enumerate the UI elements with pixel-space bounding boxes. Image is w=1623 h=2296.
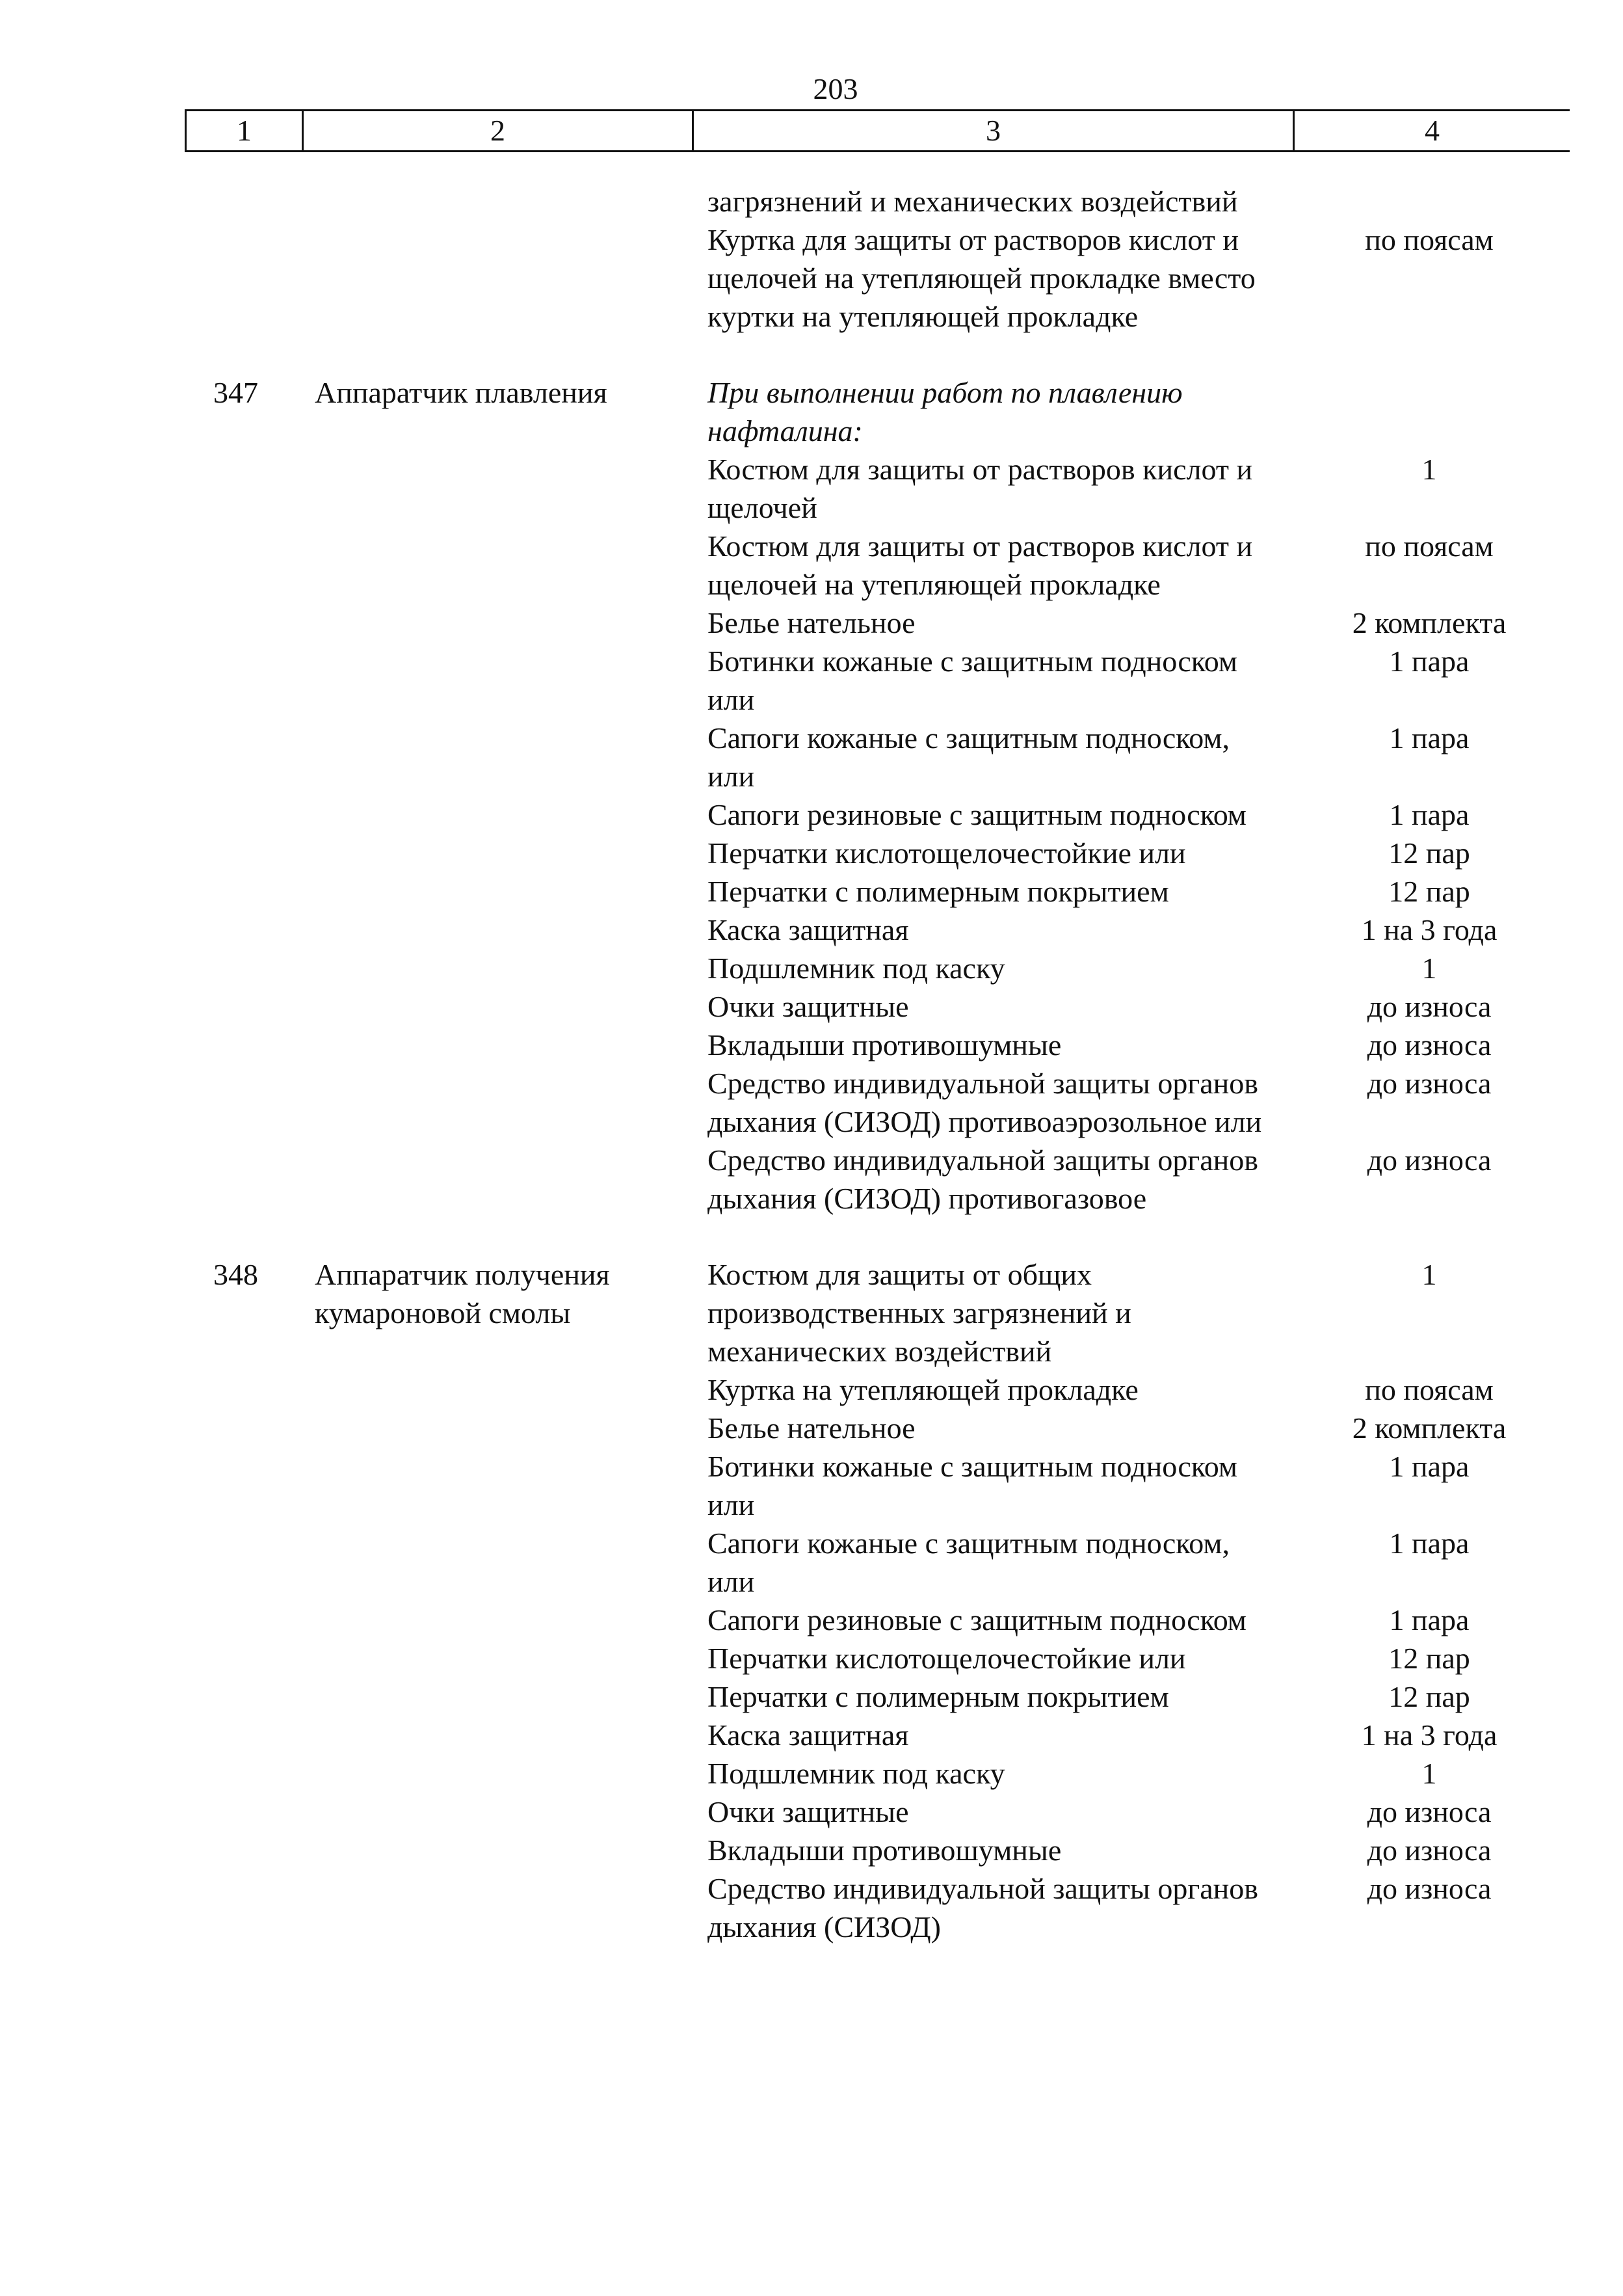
table-header — [185, 109, 1570, 152]
table-entry — [0, 1255, 1623, 1946]
table-row — [0, 1370, 1623, 1409]
item-description: Каска защитная — [707, 1718, 909, 1752]
item-norm: 1 пара — [1389, 1603, 1470, 1636]
item-norm: 2 комплекта — [1352, 606, 1507, 639]
item-description: Сапоги кожаные с защитным подноском, или — [707, 721, 1230, 793]
table-row — [0, 987, 1623, 1026]
item-norm: 1 на 3 года — [1361, 913, 1498, 946]
item-description: Очки защитные — [707, 990, 909, 1023]
table-row — [0, 642, 1623, 719]
item-norm: до износа — [1367, 990, 1492, 1023]
page-number: 203 — [813, 72, 858, 105]
table-row — [0, 872, 1623, 911]
item-norm: по поясам — [1365, 223, 1494, 256]
item-description: Сапоги резиновые с защитным подноском — [707, 798, 1247, 831]
item-description: Костюм для защиты от растворов кислот и щелочей — [707, 453, 1253, 524]
item-norm: до износа — [1367, 1028, 1492, 1061]
table-row — [0, 1793, 1623, 1831]
item-norm: до износа — [1367, 1067, 1492, 1100]
entry-number: 348 — [213, 1258, 258, 1291]
item-norm: по поясам — [1365, 1373, 1494, 1406]
entry-spacer — [0, 336, 1623, 373]
item-description: Средство индивидуальной защиты органов дыхания (СИЗОД) — [707, 1872, 1258, 1943]
table-row — [0, 450, 1623, 527]
occupation-name: Аппаратчик плавления — [315, 376, 607, 409]
table-body — [0, 182, 1623, 1946]
table-row — [0, 604, 1623, 642]
item-description: Костюм для защиты от общих производственных загрязнений и механических воздействий — [707, 1258, 1131, 1368]
item-description: Вкладыши противошумные — [707, 1834, 1062, 1867]
header-col-3: 3 — [692, 111, 1293, 150]
item-description: Белье нательное — [707, 606, 916, 639]
table-row — [0, 1447, 1623, 1524]
item-description: Ботинки кожаные с защитным подноском или — [707, 1450, 1238, 1521]
table-row — [0, 1869, 1623, 1946]
item-description: Сапоги резиновые с защитным подноском — [707, 1603, 1247, 1636]
item-description: Белье нательное — [707, 1411, 916, 1445]
item-description: Перчатки с полимерным покрытием — [707, 875, 1169, 908]
item-description: загрязнений и механических воздействий — [707, 185, 1238, 218]
item-description: Перчатки кислотощелочестойкие или — [707, 836, 1186, 870]
table-row — [0, 1716, 1623, 1754]
item-description: Ботинки кожаные с защитным подноском или — [707, 645, 1238, 716]
table-row — [0, 1409, 1623, 1447]
table-row — [0, 1524, 1623, 1601]
table-row — [0, 1639, 1623, 1677]
item-description: Средство индивидуальной защиты органов дыхания (СИЗОД) противоаэрозольное или — [707, 1067, 1262, 1138]
item-description: Средство индивидуальной защиты органов дыхания (СИЗОД) противогазовое — [707, 1143, 1258, 1215]
item-norm: до износа — [1367, 1872, 1492, 1905]
header-col-1: 1 — [185, 111, 302, 150]
item-norm: 1 — [1421, 1757, 1437, 1790]
table-row — [0, 220, 1623, 336]
item-description: Костюм для защиты от растворов кислот и щелочей на утепляющей прокладке — [707, 529, 1253, 601]
item-norm: 1 пара — [1389, 798, 1470, 831]
table-row — [0, 527, 1623, 604]
table-row — [0, 911, 1623, 949]
table-row — [0, 834, 1623, 872]
item-description: Перчатки кислотощелочестойкие или — [707, 1642, 1186, 1675]
table-row — [0, 1754, 1623, 1793]
table-row — [0, 182, 1623, 220]
occupation-name: Аппаратчик получения кумароновой смолы — [315, 1258, 610, 1329]
table-row — [0, 1601, 1623, 1639]
item-norm: 1 пара — [1389, 1450, 1470, 1483]
item-norm: 1 на 3 года — [1361, 1718, 1498, 1752]
item-norm: 12 пар — [1388, 836, 1470, 870]
item-description: Подшлемник под каску — [707, 952, 1005, 985]
item-norm: до износа — [1367, 1834, 1492, 1867]
item-norm: до износа — [1367, 1143, 1492, 1177]
item-norm: 1 — [1421, 453, 1437, 486]
item-description: Куртка на утепляющей прокладке — [707, 1373, 1139, 1406]
header-col-4: 4 — [1293, 111, 1570, 150]
item-norm: 12 пар — [1388, 875, 1470, 908]
item-norm: 1 — [1421, 952, 1437, 985]
item-norm: 1 пара — [1389, 721, 1470, 754]
entry-spacer — [0, 1218, 1623, 1255]
item-norm: 2 комплекта — [1352, 1411, 1507, 1445]
item-description: Перчатки с полимерным покрытием — [707, 1680, 1169, 1713]
item-norm: 12 пар — [1388, 1642, 1470, 1675]
item-norm: до износа — [1367, 1795, 1492, 1828]
item-description: Сапоги кожаные с защитным подноском, или — [707, 1527, 1230, 1598]
item-norm: по поясам — [1365, 529, 1494, 563]
item-norm: 1 — [1421, 1258, 1437, 1291]
table-row — [0, 1026, 1623, 1064]
table-row — [0, 1064, 1623, 1141]
item-norm: 1 пара — [1389, 1527, 1470, 1560]
table-row — [0, 1677, 1623, 1716]
item-norm: 12 пар — [1388, 1680, 1470, 1713]
item-description: Куртка для защиты от растворов кислот и щелочей на утепляющей прокладке вместо куртки на утепляющей прокладке — [707, 223, 1256, 333]
item-description: Каска защитная — [707, 913, 909, 946]
header-col-2: 2 — [302, 111, 692, 150]
table-row — [0, 1141, 1623, 1218]
table-row — [0, 795, 1623, 834]
item-norm: 1 пара — [1389, 645, 1470, 678]
entry-number: 347 — [213, 376, 258, 409]
table-entry — [0, 373, 1623, 1218]
item-description: Вкладыши противошумные — [707, 1028, 1062, 1061]
item-description: При выполнении работ по плавлению нафталина: — [707, 376, 1183, 447]
item-description: Подшлемник под каску — [707, 1757, 1005, 1790]
table-entry — [0, 182, 1623, 336]
table-row — [0, 719, 1623, 795]
item-description: Очки защитные — [707, 1795, 909, 1828]
table-row — [0, 1831, 1623, 1869]
table-row — [0, 949, 1623, 987]
